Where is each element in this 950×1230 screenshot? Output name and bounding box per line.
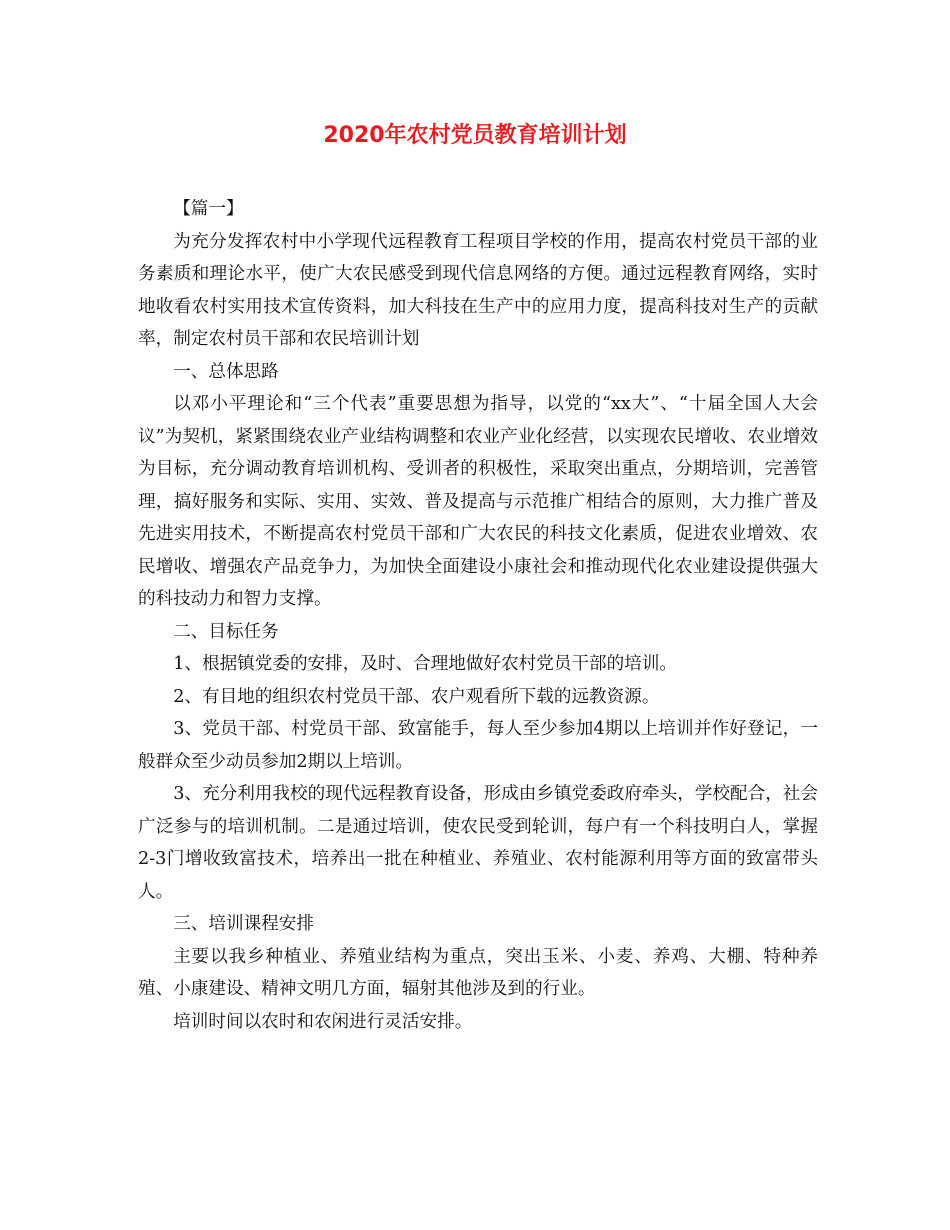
goal-item-1: 1、根据镇党委的安排，及时、合理地做好农村党员干部的培训。	[173, 654, 678, 674]
document-body	[138, 193, 818, 1038]
training-time-paragraph: 培训时间以农时和农闲进行灵活安排。	[173, 1011, 473, 1032]
section-heading-course-arrangement: 三、培训课程安排	[173, 914, 314, 934]
goal-item-3: 3、党员干部、村党员干部、致富能手，每人至少参加4期以上培训并作好登记，一般群众至少动员参加2期以上培训。	[138, 719, 818, 772]
course-focus-paragraph: 主要以我乡种植业、养殖业结构为重点，突出玉米、小麦、养鸡、大棚、特种养殖、小康建设、精神文明几方面，辐射其他涉及到的行业。	[138, 946, 818, 999]
section-heading-overall-approach: 一、总体思路	[173, 361, 279, 382]
goal-item-4: 3、充分利用我校的现代远程教育设备，形成由乡镇党委政府牵头，学校配合，社会广泛参与的培训机制。二是通过培训，使农民受到轮训，每户有一个科技明白人，掌握2-3门增收致富技术，培养出一批在种植业、养殖业、农村能源利用等方面的致富带头人。	[138, 784, 818, 902]
section-heading-goals: 二、目标任务	[173, 621, 279, 642]
intro-paragraph: 为充分发挥农村中小学现代远程教育工程项目学校的作用，提高农村党员干部的业务素质和理论水平，使广大农民感受到现代信息网络的方便。通过远程教育网络，实时地收看农村实用技术宣传资料，加大科技在生产中的应用力度，提高科技对生产的贡献率，制定农村员干部和农民培训计划	[138, 231, 818, 349]
section-heading-part-one: 【篇一】	[173, 199, 244, 219]
goal-item-2: 2、有目地的组织农村党员干部、农户观看所下载的远教资源。	[173, 686, 660, 707]
overall-approach-paragraph: 以邓小平理论和“三个代表”重要思想为指导，以党的“xx大”、“十届全国人大会议”为契机，紧紧围绕农业产业结构调整和农业产业化经营，以实现农民增收、农业增效为目标，充分调动教育培训机构、受训者的积极性，采取突出重点，分期培训，完善管理，搞好服务和实际、实用、实效、普及提高与示范推广相结合的原则，大力推广普及先进实用技术，不断提高农村党员干部和广大农民的科技文化素质，促进农业增效、农民增收、增强农产品竞争力，为加快全面建设小康社会和推动现代化农业建设提供强大的科技动力和智力支撑。	[138, 394, 818, 609]
document-title: 2020年农村党员教育培训计划	[323, 123, 627, 148]
